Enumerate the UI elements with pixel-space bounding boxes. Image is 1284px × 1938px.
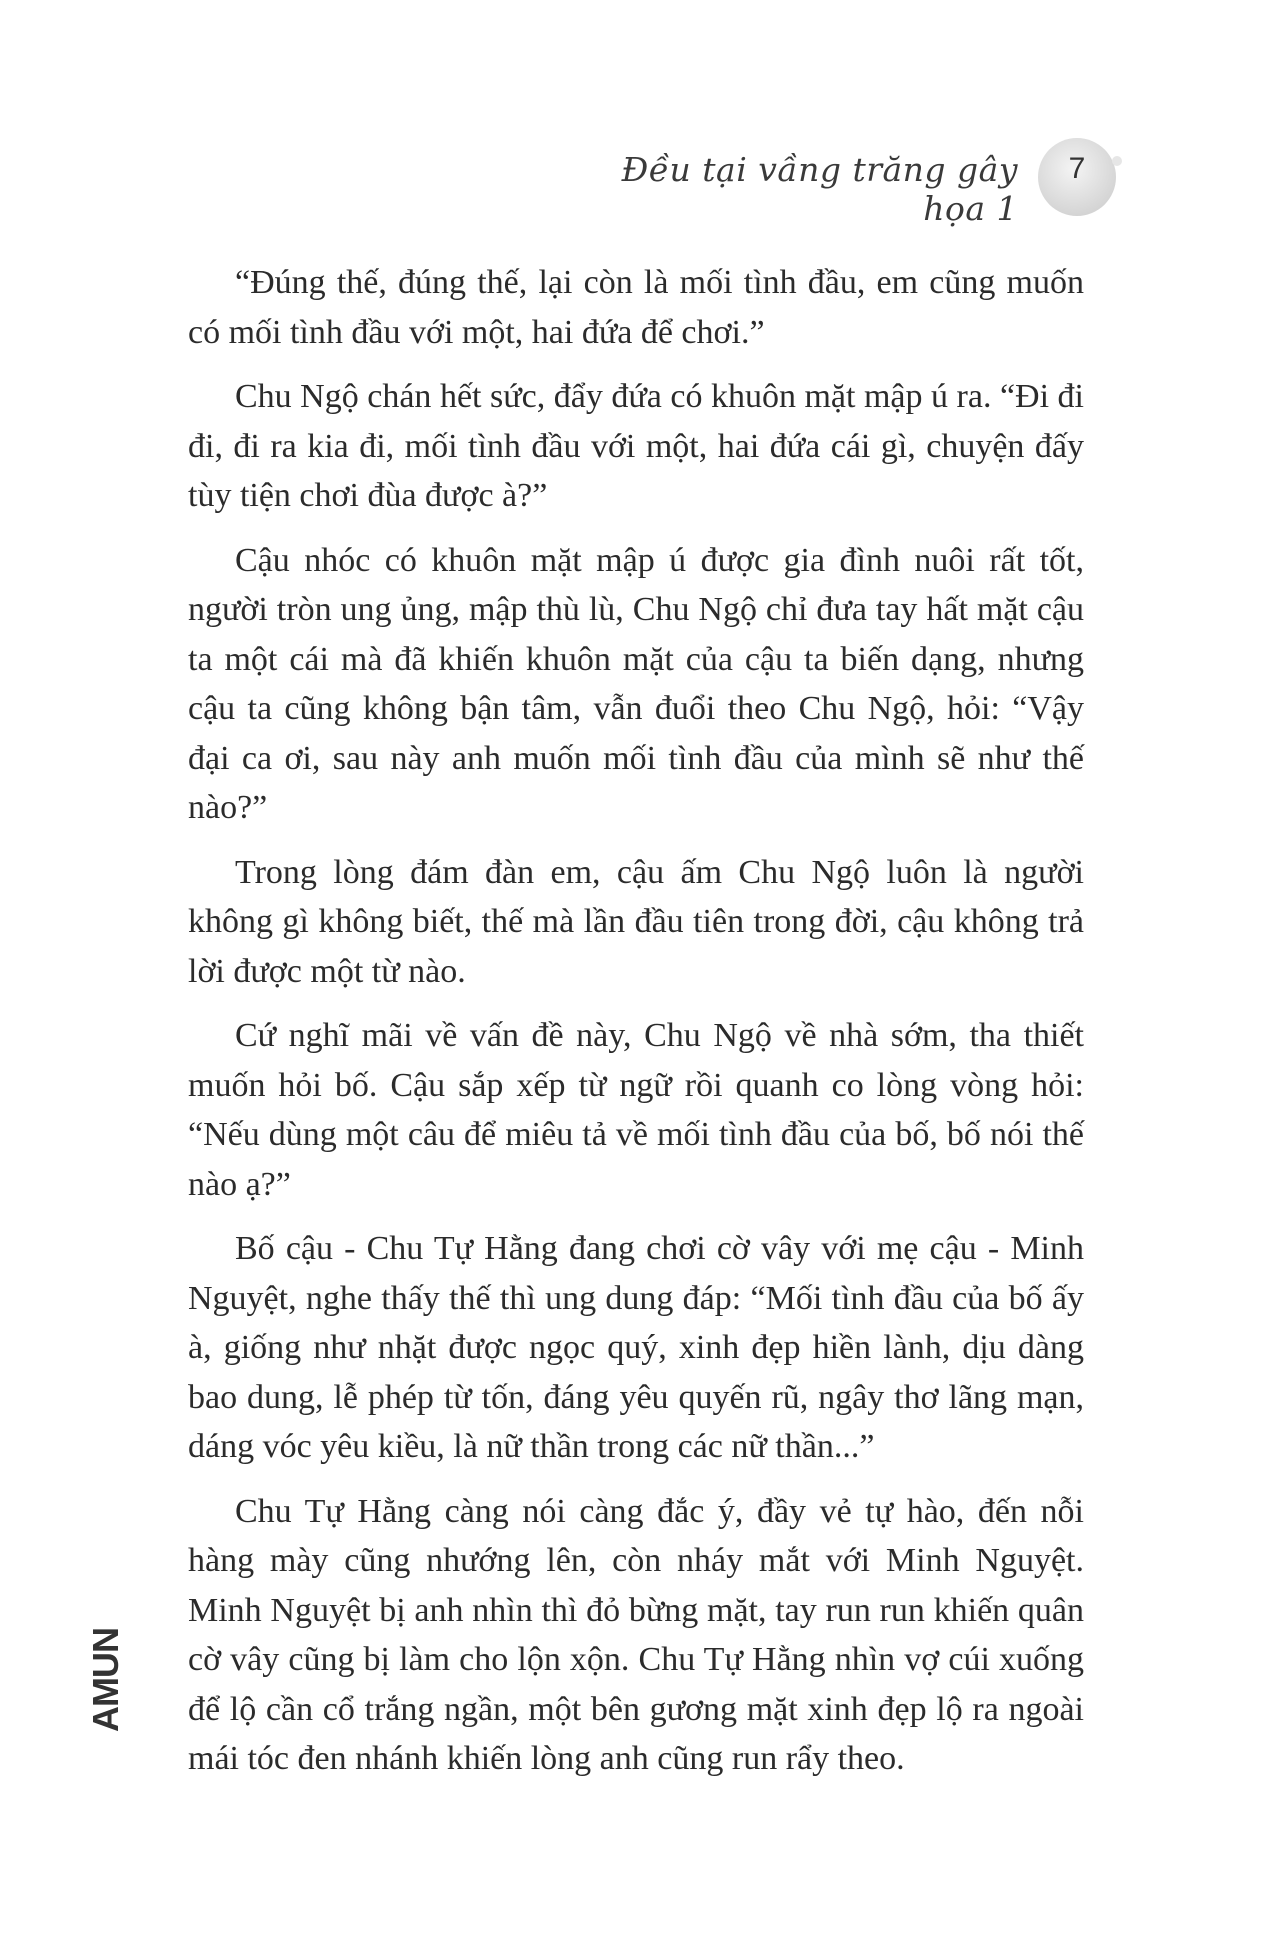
- paragraph: Chu Tự Hằng càng nói càng đắc ý, đầy vẻ tự hào, đến nỗi hàng mày cũng nhướng lên, còn nháy mắt với Minh Nguyệt. Minh Nguyệt bị anh nhìn thì đỏ bừng mặt, tay run run khiến quân cờ vây cũng bị làm cho lộn xộn. Chu Tự Hằng nhìn vợ cúi xuống để lộ cần cổ trắng ngần, một bên gương mặt xinh đẹp lộ ra ngoài mái tóc đen nhánh khiến lòng anh cũng run rẩy theo.: [188, 1492, 1084, 1777]
- paragraph: Chu Ngộ chán hết sức, đẩy đứa có khuôn mặt mập ú ra. “Đi đi đi, đi ra kia đi, mối tình đầu với một, hai đứa cái gì, chuyện đấy tùy tiện chơi đùa được à?”: [188, 378, 1084, 514]
- publisher-logo: [86, 1620, 126, 1740]
- running-header-title: Đều tại vầng trăng gây họa 1: [621, 150, 1018, 228]
- body-text: [188, 258, 1084, 1799]
- paragraph: Trong lòng đám đàn em, cậu ấm Chu Ngộ luôn là người không gì không biết, thế mà lần đầu tiên trong đời, cậu không trả lời được một từ nào.: [188, 853, 1084, 990]
- paragraph: “Đúng thế, đúng thế, lại còn là mối tình đầu, em cũng muốn có mối tình đầu với một, hai đứa để chơi.”: [188, 264, 1084, 351]
- paragraph: Bố cậu - Chu Tự Hằng đang chơi cờ vây với mẹ cậu - Minh Nguyệt, nghe thấy thế thì ung dung đáp: “Mối tình đầu của bố ấy à, giống như nhặt được ngọc quý, xinh đẹp hiền lành, dịu dàng bao dung, lễ phép từ tốn, đáng yêu quyến rũ, ngây thơ lãng mạn, dáng vóc yêu kiều, là nữ thần trong các nữ thần...”: [188, 1230, 1084, 1465]
- page-number: 7: [1068, 152, 1086, 185]
- publisher-logo-text: AMUN: [85, 1628, 126, 1732]
- paragraph: Cứ nghĩ mãi về vấn đề này, Chu Ngộ về nhà sớm, tha thiết muốn hỏi bố. Cậu sắp xếp từ ngữ rồi quanh co lòng vòng hỏi: “Nếu dùng một câu để miêu tả về mối tình đầu của bố, bố nói thế nào ạ?”: [188, 1017, 1084, 1203]
- paragraph: Cậu nhóc có khuôn mặt mập ú được gia đình nuôi rất tốt, người tròn ung ủng, mập thù lù, Chu Ngộ chỉ đưa tay hất mặt cậu ta một cái mà đã khiến khuôn mặt của cậu ta biến dạng, nhưng cậu ta cũng không bận tâm, vẫn đuổi theo Chu Ngộ, hỏi: “Vậy đại ca ơi, sau này anh muốn mối tình đầu của mình sẽ như thế nào?”: [188, 541, 1084, 826]
